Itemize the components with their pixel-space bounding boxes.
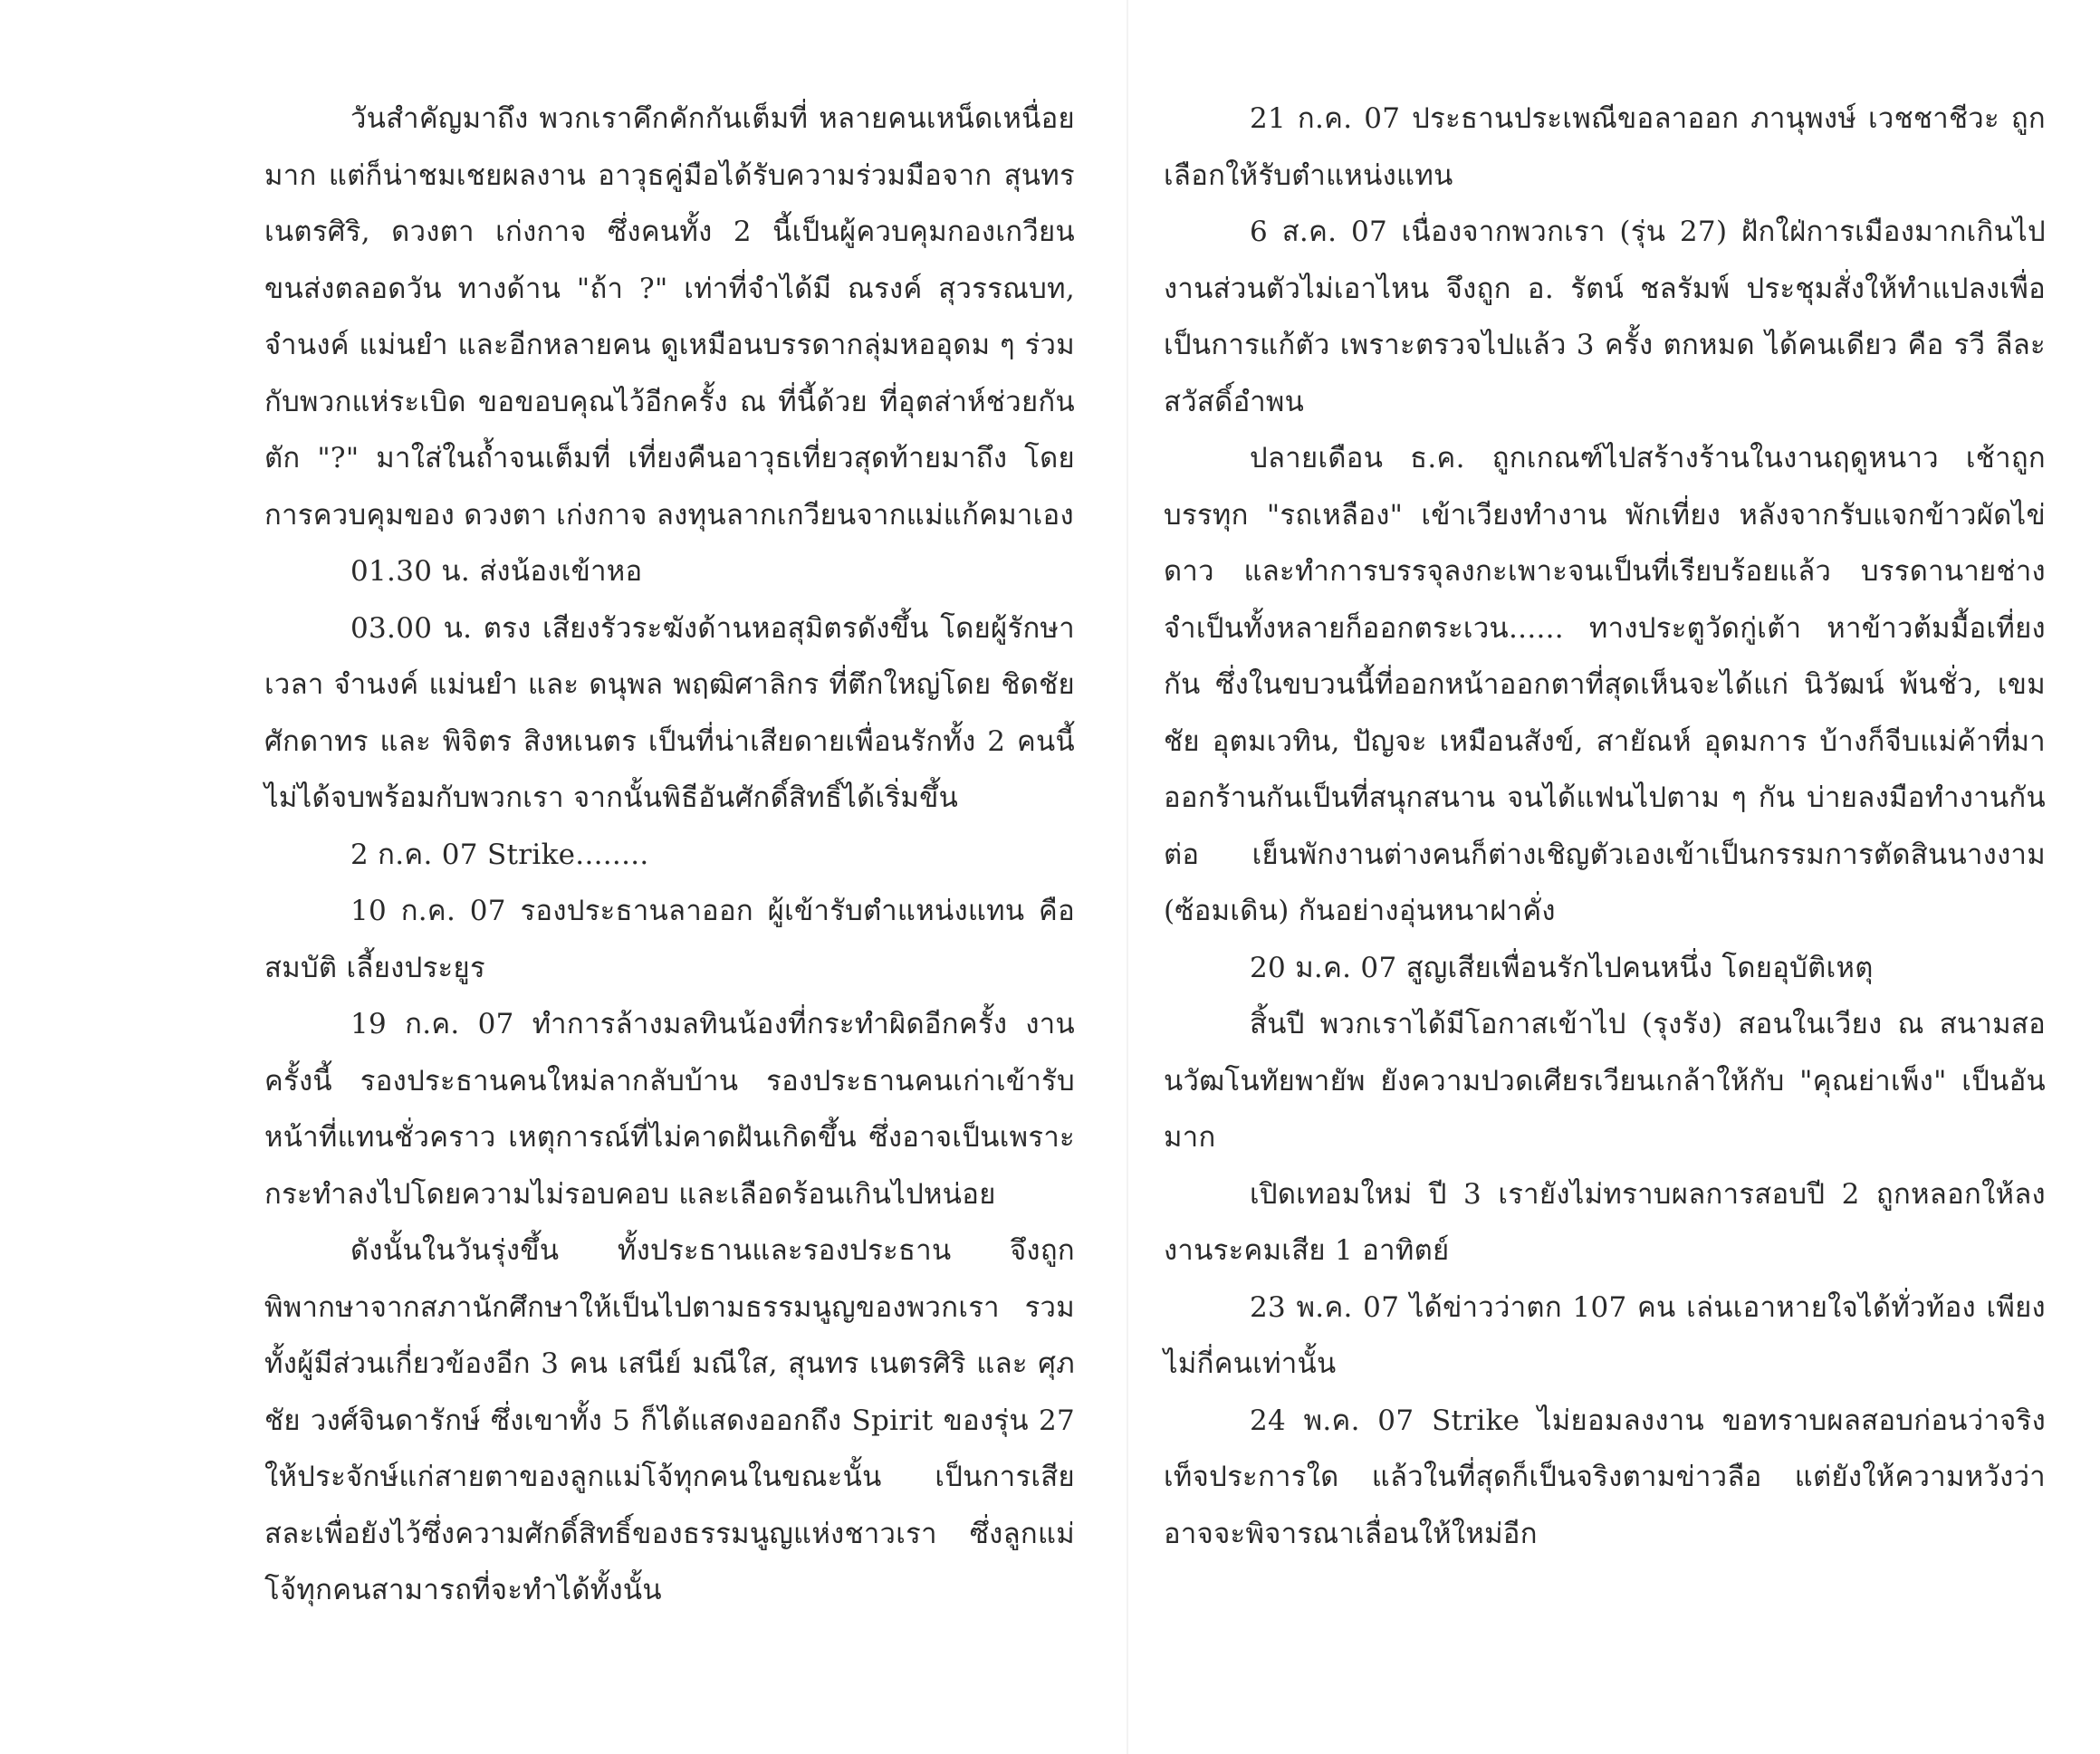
right-paragraph-1: 21 ก.ค. 07 ประธานประเพณีขอลาออก ภานุพงษ์ เวชชาชีวะ ถูกเลือกให้รับตำแหน่งแทน: [1164, 102, 2046, 192]
left-paragraph-7: ดังนั้นในวันรุ่งขึ้น ทั้งประธานและรองประธาน จึงถูกพิพากษาจากสภานักศึกษาให้เป็นไปตามธรรมนูญของพวกเรา รวมทั้งผู้มีส่วนเกี่ยวข้องอีก 3 คน เสนีย์ มณีใส, สุนทร เนตรศิริ และ ศุภชัย วงศ์จินดารักษ์ ซึ่งเขาทั้ง 5 ก็ได้แสดงออกถึง Spirit ของรุ่น 27 ให้ประจักษ์แก่สายตาของลูกแม่โจ้ทุกคนในขณะนั้น เป็นการเสียสละเพื่อยังไว้ซึ่งความศักดิ์สิทธิ์ของธรรมนูญแห่งชาวเรา ซึ่งลูกแม่โจ้ทุกคนสามารถที่จะทำได้ทั้งนั้น: [264, 1234, 1075, 1606]
left-paragraph-5: 10 ก.ค. 07 รองประธานลาออก ผู้เข้ารับตำแหน่งแทน คือ สมบัติ เลี้ยงประยูร: [264, 895, 1075, 984]
right-page: [1127, 0, 2100, 1754]
left-paragraph-2: 01.30 น. ส่งน้องเข้าหอ: [350, 555, 643, 588]
right-paragraph-8: 24 พ.ค. 07 Strike ไม่ยอมลงงาน ขอทราบผลสอบก่อนว่าจริงเท็จประการใด แล้วในที่สุดก็เป็นจริงตามข่าวลือ แต่ยังให้ความหวังว่าอาจจะพิจารณาเลื่อนให้ใหม่อีก: [1164, 1404, 2046, 1550]
right-paragraph-3: ปลายเดือน ธ.ค. ถูกเกณฑ์ไปสร้างร้านในงานฤดูหนาว เช้าถูกบรรทุก "รถเหลือง" เข้าเวียงทำงาน พักเที่ยง หลังจากรับแจกข้าวผัดไข่ดาว และทำการบรรจุลงกะเพาะจนเป็นที่เรียบร้อยแล้ว บรรดานายช่างจำเป็นทั้งหลายก็ออกตระเวน...... ทางประตูวัดกู่เต้า หาข้าวต้มมื้อเที่ยงกัน ซึ่งในขบวนนี้ที่ออกหน้าออกตาที่สุดเห็นจะได้แก่ นิวัฒน์ พ้นชั่ว, เขมชัย อุตมเวทิน, ปัญจะ เหมือนสังข์, สายัณห์ อุดมการ บ้างก็จีบแม่ค้าที่มาออกร้านกันเป็นที่สนุกสนาน จนได้แฟนไปตาม ๆ กัน บ่ายลงมือทำงานกันต่อ เย็นพักงานต่างคนก็ต่างเชิญตัวเองเข้าเป็นกรรมการตัดสินนางงาม (ซ้อมเดิน) กันอย่างอุ่นหนาฝาคั่ง: [1164, 442, 2046, 927]
right-paragraph-4: 20 ม.ค. 07 สูญเสียเพื่อนรักไปคนหนึ่ง โดยอุบัติเหตุ: [1250, 951, 1874, 984]
left-paragraph-4: 2 ก.ค. 07 Strike........: [350, 838, 649, 871]
right-paragraph-2: 6 ส.ค. 07 เนื่องจากพวกเรา (รุ่น 27) ฝักใฝ่การเมืองมากเกินไป งานส่วนตัวไม่เอาไหน จึงถูก อ. รัตน์ ชลรัมพ์ ประชุมสั่งให้ทำแปลงเพื่อเป็นการแก้ตัว เพราะตรวจไปแล้ว 3 ครั้ง ตกหมด ได้คนเดียว คือ รวี ลีละสวัสดิ์อำพน: [1164, 216, 2046, 418]
left-paragraph-3: 03.00 น. ตรง เสียงรัวระฆังด้านหอสุมิตรดังขึ้น โดยผู้รักษาเวลา จำนงค์ แม่นยำ และ ดนุพล พฤฒิศาลิกร ที่ตึกใหญ่โดย ชิดชัย ศักดาทร และ พิจิตร สิงหเนตร เป็นที่น่าเสียดายเพื่อนรักทั้ง 2 คนนี้ ไม่ได้จบพร้อมกับพวกเรา จากนั้นพิธีอันศักดิ์สิทธิ์ได้เริ่มขึ้น: [264, 611, 1075, 814]
right-paragraph-7: 23 พ.ค. 07 ได้ข่าวว่าตก 107 คน เล่นเอาหายใจได้ทั่วท้อง เพียงไม่กี่คนเท่านั้น: [1164, 1290, 2046, 1380]
left-paragraph-1: วันสำคัญมาถึง พวกเราคึกคักกันเต็มที่ หลายคนเหน็ดเหนื่อยมาก แต่ก็น่าชมเชยผลงาน อาวุธคู่มือได้รับความร่วมมือจาก สุนทร เนตรศิริ, ดวงตา เก่งกาจ ซึ่งคนทั้ง 2 นี้เป็นผู้ควบคุมกองเกวียนขนส่งตลอดวัน ทางด้าน "ถ้า ?" เท่าที่จำได้มี ณรงค์ สุวรรณบท, จำนงค์ แม่นยำ และอีกหลายคน ดูเหมือนบรรดากลุ่มหออุดม ๆ ร่วมกับพวกแห่ระเบิด ขอขอบคุณไว้อีกครั้ง ณ ที่นี้ด้วย ที่อุตส่าห์ช่วยกัน ตัก "?" มาใส่ในถ้ำจนเต็มที่ เที่ยงคืนอาวุธเที่ยวสุดท้ายมาถึง โดยการควบคุมของ ดวงตา เก่งกาจ ลงทุนลากเกวียนจากแม่แก้คมาเอง: [264, 102, 1075, 532]
right-paragraph-6: เปิดเทอมใหม่ ปี 3 เรายังไม่ทราบผลการสอบปี 2 ถูกหลอกให้ลงงานระคมเสีย 1 อาทิตย์: [1164, 1177, 2046, 1267]
right-paragraph-5: สิ้นปี พวกเราได้มีโอกาสเข้าไป (รุงรัง) สอนในเวียง ณ สนามสอนวัฒโนทัยพายัพ ยังความปวดเศียรเวียนเกล้าให้กับ "คุณย่าเพ็ง" เป็นอันมาก: [1164, 1008, 2046, 1154]
left-paragraph-6: 19 ก.ค. 07 ทำการล้างมลทินน้องที่กระทำผิดอีกครั้ง งานครั้งนี้ รองประธานคนใหม่ลากลับบ้าน รองประธานคนเก่าเข้ารับหน้าที่แทนชั่วคราว เหตุการณ์ที่ไม่คาดฝันเกิดขึ้น ซึ่งอาจเป็นเพราะกระทำลงไปโดยความไม่รอบคอบ และเลือดร้อนเกินไปหน่อย: [264, 1008, 1075, 1211]
